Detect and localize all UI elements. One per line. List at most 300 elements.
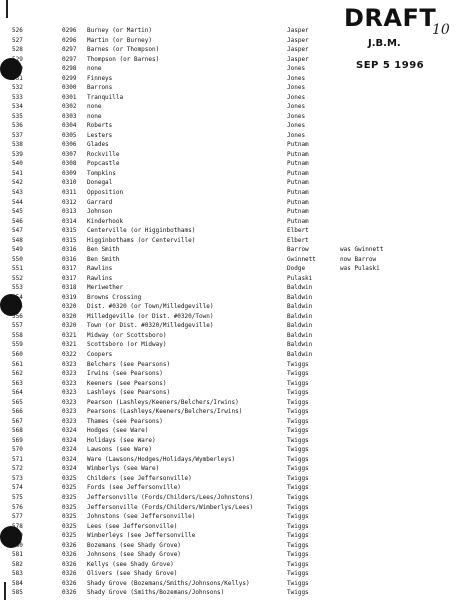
district-code: 0314 xyxy=(62,217,77,225)
place-name: Kinderhook xyxy=(87,217,124,225)
place-name: Wimberleys (see Jeffersonville xyxy=(87,532,196,540)
county-name: Twiggs xyxy=(287,389,309,397)
place-name: Higginbothams (or Centerville) xyxy=(87,236,196,244)
table-row xyxy=(0,445,458,454)
table-row xyxy=(0,464,458,473)
county-name: Elbert xyxy=(287,236,309,244)
row-number: 544 xyxy=(12,198,23,206)
district-code: 0317 xyxy=(62,265,77,273)
district-code: 0320 xyxy=(62,303,77,311)
row-number: 531 xyxy=(12,74,23,82)
district-code: 0323 xyxy=(62,360,77,368)
county-name: Jones xyxy=(287,103,306,111)
stamp-date: SEP 5 1996 xyxy=(356,60,425,71)
table-row xyxy=(0,426,458,435)
county-name: Twiggs xyxy=(287,455,309,463)
county-name: Gwinnett xyxy=(287,255,316,263)
place-name: Tranquilla xyxy=(87,93,124,101)
table-row xyxy=(0,226,458,235)
row-number: 570 xyxy=(12,446,23,454)
district-code: 0296 xyxy=(62,27,77,34)
county-name: Twiggs xyxy=(287,436,309,444)
county-name: Baldwin xyxy=(287,331,313,339)
row-number: 548 xyxy=(12,236,23,244)
row-number: 533 xyxy=(12,93,23,101)
row-number: 577 xyxy=(12,513,23,521)
county-name: Barrow xyxy=(287,246,309,254)
row-number: 566 xyxy=(12,408,23,416)
district-code: 0305 xyxy=(62,131,77,139)
row-number: 554 xyxy=(12,293,23,301)
district-code: 0326 xyxy=(62,570,77,578)
place-name: Wimberlys (see Ware) xyxy=(87,465,160,473)
row-number: 555 xyxy=(12,303,23,311)
district-code: 0323 xyxy=(62,370,77,378)
district-code: 0321 xyxy=(62,341,77,349)
county-name: Twiggs xyxy=(287,484,309,492)
county-name: Baldwin xyxy=(287,284,313,292)
row-number: 565 xyxy=(12,398,23,406)
table-row xyxy=(0,93,458,102)
place-name: Jeffersonville (Fords/Childers/Wimberlys/Lees) xyxy=(87,503,254,511)
county-name: Baldwin xyxy=(287,341,313,349)
table-row xyxy=(0,150,458,159)
table-row xyxy=(0,26,458,35)
place-name: Ben Smith xyxy=(87,255,120,263)
place-name: Ben Smith xyxy=(87,246,120,254)
table-row xyxy=(0,531,458,540)
table-row xyxy=(0,36,458,45)
place-name: Rawlins xyxy=(87,274,113,282)
district-code: 0326 xyxy=(62,551,77,559)
place-name: Midway (or Scottsboro) xyxy=(87,331,167,339)
place-name: Shady Grove (Smiths/Bozemans/Johnsons) xyxy=(87,589,225,597)
table-row xyxy=(0,102,458,111)
county-name: Twiggs xyxy=(287,513,309,521)
table-row xyxy=(0,236,458,245)
county-name: Twiggs xyxy=(287,370,309,378)
row-number: 561 xyxy=(12,360,23,368)
district-code: 0324 xyxy=(62,455,77,463)
county-name: Twiggs xyxy=(287,560,309,568)
county-name: Putnam xyxy=(287,169,309,177)
draft-stamp-title: DRAFT xyxy=(344,4,437,32)
place-name: Ware (Lawsons/Hodges/Holidays/Wymberleys) xyxy=(87,455,236,463)
county-name: Twiggs xyxy=(287,579,309,587)
district-code: 0303 xyxy=(62,112,77,120)
row-number: 579 xyxy=(12,532,23,540)
table-row xyxy=(0,274,458,283)
county-name: Putnam xyxy=(287,179,309,187)
county-name: Pulaski xyxy=(287,274,313,282)
county-name: Twiggs xyxy=(287,474,309,482)
table-row xyxy=(0,340,458,349)
place-name: Popcastle xyxy=(87,160,120,168)
district-code: 0311 xyxy=(62,189,77,196)
place-name: Glades xyxy=(87,141,109,149)
place-name: Hodges (see Ware) xyxy=(87,427,149,435)
row-number: 549 xyxy=(12,246,23,254)
place-name: Thompson (or Barnes) xyxy=(87,55,160,63)
county-name: Twiggs xyxy=(287,570,309,578)
row-number: 575 xyxy=(12,493,23,501)
row-number: 550 xyxy=(12,255,23,263)
table-row xyxy=(0,321,458,330)
table-row xyxy=(0,493,458,502)
district-code: 0325 xyxy=(62,493,77,501)
county-name: Baldwin xyxy=(287,293,313,301)
place-name: Meriwether xyxy=(87,284,124,292)
table-row xyxy=(0,140,458,149)
county-name: Jones xyxy=(287,112,306,120)
district-code: 0325 xyxy=(62,522,77,530)
place-name: Burney (or Martin) xyxy=(87,27,153,34)
place-name: Opposition xyxy=(87,189,124,196)
table-row xyxy=(0,569,458,578)
district-code: 0310 xyxy=(62,179,77,187)
place-name: none xyxy=(87,65,102,73)
row-number: 558 xyxy=(12,331,23,339)
place-name: none xyxy=(87,103,102,111)
table-row xyxy=(0,541,458,550)
handwritten-page-mark: 10 xyxy=(432,22,450,38)
county-name: Baldwin xyxy=(287,312,313,320)
district-code: 0306 xyxy=(62,141,77,149)
table-row xyxy=(0,188,458,197)
place-name: Shady Grove (Bozemans/Smiths/Johnsons/Kellys) xyxy=(87,579,250,587)
place-name: Keeners (see Pearsons) xyxy=(87,379,167,387)
row-number: 581 xyxy=(12,551,23,559)
table-row xyxy=(0,503,458,512)
row-number: 551 xyxy=(12,265,23,273)
row-number: 560 xyxy=(12,351,23,359)
row-number: 563 xyxy=(12,379,23,387)
district-code: 0318 xyxy=(62,284,77,292)
place-name: Irwins (see Pearsons) xyxy=(87,370,163,378)
row-number: 573 xyxy=(12,474,23,482)
place-name: Tompkins xyxy=(87,169,116,177)
place-name: Rockville xyxy=(87,150,120,158)
table-row xyxy=(0,483,458,492)
place-name: Donegal xyxy=(87,179,113,187)
district-code: 0324 xyxy=(62,446,77,454)
district-code: 0319 xyxy=(62,293,77,301)
county-name: Twiggs xyxy=(287,379,309,387)
district-code: 0299 xyxy=(62,74,77,82)
table-row xyxy=(0,264,458,273)
row-number: 576 xyxy=(12,503,23,511)
district-code: 0326 xyxy=(62,579,77,587)
county-name: Baldwin xyxy=(287,351,313,359)
district-code: 0304 xyxy=(62,122,77,130)
row-number: 547 xyxy=(12,227,23,235)
county-name: Elbert xyxy=(287,227,309,235)
table-row xyxy=(0,388,458,397)
county-name: Twiggs xyxy=(287,408,309,416)
county-name: Putnam xyxy=(287,208,309,216)
row-number: 585 xyxy=(12,589,23,597)
county-name: Twiggs xyxy=(287,541,309,549)
place-name: Town (or Dist. #0320/Milledgeville) xyxy=(87,322,214,330)
table-row xyxy=(0,455,458,464)
county-name: Putnam xyxy=(287,217,309,225)
table-row xyxy=(0,121,458,130)
place-name: Pearsons (Lashleys/Keeners/Belchers/Irwins) xyxy=(87,408,243,416)
county-name: Dodge xyxy=(287,265,306,273)
row-number: 537 xyxy=(12,131,23,139)
row-number: 528 xyxy=(12,46,23,54)
county-note: was Gwinnett xyxy=(340,246,384,254)
county-name: Jasper xyxy=(287,27,309,34)
table-row xyxy=(0,283,458,292)
district-code: 0296 xyxy=(62,36,77,44)
row-number: 580 xyxy=(12,541,23,549)
county-name: Jasper xyxy=(287,55,309,63)
place-name: Milledgeville (or Dist. #0320/Town) xyxy=(87,312,214,320)
table-row xyxy=(0,178,458,187)
county-name: Jones xyxy=(287,84,306,92)
district-code: 0325 xyxy=(62,532,77,540)
table-row xyxy=(0,369,458,378)
county-name: Twiggs xyxy=(287,398,309,406)
table-row xyxy=(0,398,458,407)
place-name: Childers (see Jeffersonville) xyxy=(87,474,192,482)
district-code: 0307 xyxy=(62,150,77,158)
district-code: 0326 xyxy=(62,560,77,568)
district-code: 0320 xyxy=(62,322,77,330)
county-name: Twiggs xyxy=(287,522,309,530)
district-code: 0325 xyxy=(62,513,77,521)
district-code: 0326 xyxy=(62,589,77,597)
district-code: 0297 xyxy=(62,55,77,63)
place-name: Johnson xyxy=(87,208,113,216)
table-row xyxy=(0,255,458,264)
row-number: 584 xyxy=(12,579,23,587)
place-name: Thames (see Pearsons) xyxy=(87,417,163,425)
county-name: Putnam xyxy=(287,150,309,158)
county-name: Jones xyxy=(287,65,306,73)
table-row xyxy=(0,55,458,64)
place-name: Johnsons (see Shady Grove) xyxy=(87,551,181,559)
place-name: Lesters xyxy=(87,131,113,139)
district-code: 0323 xyxy=(62,398,77,406)
county-name: Twiggs xyxy=(287,503,309,511)
table-row xyxy=(0,245,458,254)
row-number: 557 xyxy=(12,322,23,330)
district-code: 0302 xyxy=(62,103,77,111)
county-name: Twiggs xyxy=(287,589,309,597)
row-number: 562 xyxy=(12,370,23,378)
table-row xyxy=(0,312,458,321)
county-name: Jones xyxy=(287,122,306,130)
district-code: 0323 xyxy=(62,389,77,397)
table-row xyxy=(0,198,458,207)
table-row xyxy=(0,169,458,178)
row-number: 541 xyxy=(12,169,23,177)
table-row xyxy=(0,379,458,388)
place-name: Lashleys (see Pearsons) xyxy=(87,389,171,397)
county-name: Putnam xyxy=(287,160,309,168)
row-number: 543 xyxy=(12,189,23,196)
county-name: Jones xyxy=(287,131,306,139)
district-code: 0308 xyxy=(62,160,77,168)
county-name: Jones xyxy=(287,74,306,82)
row-number: 568 xyxy=(12,427,23,435)
district-code: 0321 xyxy=(62,331,77,339)
county-name: Putnam xyxy=(287,198,309,206)
county-name: Jasper xyxy=(287,46,309,54)
place-name: Coopers xyxy=(87,351,113,359)
district-code: 0300 xyxy=(62,84,77,92)
district-code: 0316 xyxy=(62,246,77,254)
row-number: 546 xyxy=(12,217,23,225)
district-code: 0297 xyxy=(62,46,77,54)
place-name: Olivers (see Shady Grove) xyxy=(87,570,178,578)
district-code: 0325 xyxy=(62,484,77,492)
row-number: 527 xyxy=(12,36,23,44)
table-row xyxy=(0,159,458,168)
county-note: now Barrow xyxy=(340,255,377,263)
county-name: Twiggs xyxy=(287,417,309,425)
table-row xyxy=(0,207,458,216)
county-name: Twiggs xyxy=(287,427,309,435)
county-name: Jasper xyxy=(287,36,309,44)
table-row xyxy=(0,560,458,569)
place-name: Jeffersonville (Fords/Childers/Lees/Johnstons) xyxy=(87,493,254,501)
place-name: Johnstons (see Jeffersonville) xyxy=(87,513,196,521)
district-code: 0298 xyxy=(62,65,77,73)
district-code: 0316 xyxy=(62,255,77,263)
district-code: 0315 xyxy=(62,236,77,244)
table-row xyxy=(0,474,458,483)
row-number: 553 xyxy=(12,284,23,292)
table-row xyxy=(0,293,458,302)
place-name: Lawsons (see Ware) xyxy=(87,446,153,454)
row-number: 539 xyxy=(12,150,23,158)
district-code: 0322 xyxy=(62,351,77,359)
place-name: Pearson (Lashleys/Keeners/Belchers/Irwins) xyxy=(87,398,239,406)
table-row xyxy=(0,579,458,588)
district-code: 0312 xyxy=(62,198,77,206)
table-row xyxy=(0,112,458,121)
county-name: Twiggs xyxy=(287,465,309,473)
place-name: Holidays (see Ware) xyxy=(87,436,156,444)
row-number: 582 xyxy=(12,560,23,568)
row-number: 534 xyxy=(12,103,23,111)
district-code: 0326 xyxy=(62,541,77,549)
district-code: 0309 xyxy=(62,169,77,177)
table-row xyxy=(0,512,458,521)
place-name: Rawlins xyxy=(87,265,113,273)
table-row xyxy=(0,436,458,445)
table-row xyxy=(0,407,458,416)
row-number: 530 xyxy=(12,65,23,73)
place-name: Dist. #0320 (or Town/Milledgeville) xyxy=(87,303,214,311)
row-number: 535 xyxy=(12,112,23,120)
place-name: Bozemans (see Shady Grove) xyxy=(87,541,181,549)
table-row xyxy=(0,83,458,92)
row-number: 545 xyxy=(12,208,23,216)
place-name: Lees (see Jeffersonville) xyxy=(87,522,178,530)
place-name: Belchers (see Pearsons) xyxy=(87,360,171,368)
table-row xyxy=(0,522,458,531)
district-code: 0324 xyxy=(62,427,77,435)
place-name: Centerville (or Higginbothams) xyxy=(87,227,196,235)
district-code: 0323 xyxy=(62,379,77,387)
table-row xyxy=(0,217,458,226)
table-row xyxy=(0,131,458,140)
scan-edge-mark xyxy=(6,0,8,18)
table-row xyxy=(0,74,458,83)
district-code: 0317 xyxy=(62,274,77,282)
row-number: 536 xyxy=(12,122,23,130)
county-name: Baldwin xyxy=(287,303,313,311)
row-number: 538 xyxy=(12,141,23,149)
county-name: Jones xyxy=(287,93,306,101)
district-code: 0325 xyxy=(62,474,77,482)
table-row xyxy=(0,45,458,54)
district-code: 0324 xyxy=(62,465,77,473)
row-number: 578 xyxy=(12,522,23,530)
place-name: Barnes (or Thompson) xyxy=(87,46,160,54)
district-code: 0315 xyxy=(62,227,77,235)
row-number: 559 xyxy=(12,341,23,349)
place-name: Finneys xyxy=(87,74,113,82)
row-number: 529 xyxy=(12,55,23,63)
county-name: Twiggs xyxy=(287,532,309,540)
district-code: 0324 xyxy=(62,436,77,444)
place-name: Browns Crossing xyxy=(87,293,142,301)
row-number: 583 xyxy=(12,570,23,578)
district-code: 0323 xyxy=(62,408,77,416)
row-number: 571 xyxy=(12,455,23,463)
county-name: Twiggs xyxy=(287,360,309,368)
place-name: Barrons xyxy=(87,84,113,92)
row-number: 552 xyxy=(12,274,23,282)
district-code: 0323 xyxy=(62,417,77,425)
table-row xyxy=(0,360,458,369)
row-number: 526 xyxy=(12,27,23,34)
table-row xyxy=(0,302,458,311)
table-row xyxy=(0,417,458,426)
district-code: 0325 xyxy=(62,503,77,511)
row-number: 572 xyxy=(12,465,23,473)
county-name: Twiggs xyxy=(287,551,309,559)
row-number: 569 xyxy=(12,436,23,444)
place-name: Fords (see Jeffersonville) xyxy=(87,484,181,492)
table-row xyxy=(0,588,458,597)
district-code: 0301 xyxy=(62,93,77,101)
county-name: Twiggs xyxy=(287,446,309,454)
row-number: 542 xyxy=(12,179,23,187)
place-name: Kellys (see Shady Grove) xyxy=(87,560,174,568)
place-name: none xyxy=(87,112,102,120)
stamp-initials: J.B.M. xyxy=(368,38,401,49)
district-code: 0313 xyxy=(62,208,77,216)
table-row xyxy=(0,64,458,73)
row-number: 567 xyxy=(12,417,23,425)
row-number: 532 xyxy=(12,84,23,92)
row-number: 556 xyxy=(12,312,23,320)
county-name: Putnam xyxy=(287,141,309,149)
place-name: Martin (or Burney) xyxy=(87,36,153,44)
table-row xyxy=(0,331,458,340)
place-name: Garrard xyxy=(87,198,113,206)
county-name: Twiggs xyxy=(287,493,309,501)
table-row xyxy=(0,350,458,359)
county-name: Putnam xyxy=(287,189,309,196)
row-number: 574 xyxy=(12,484,23,492)
